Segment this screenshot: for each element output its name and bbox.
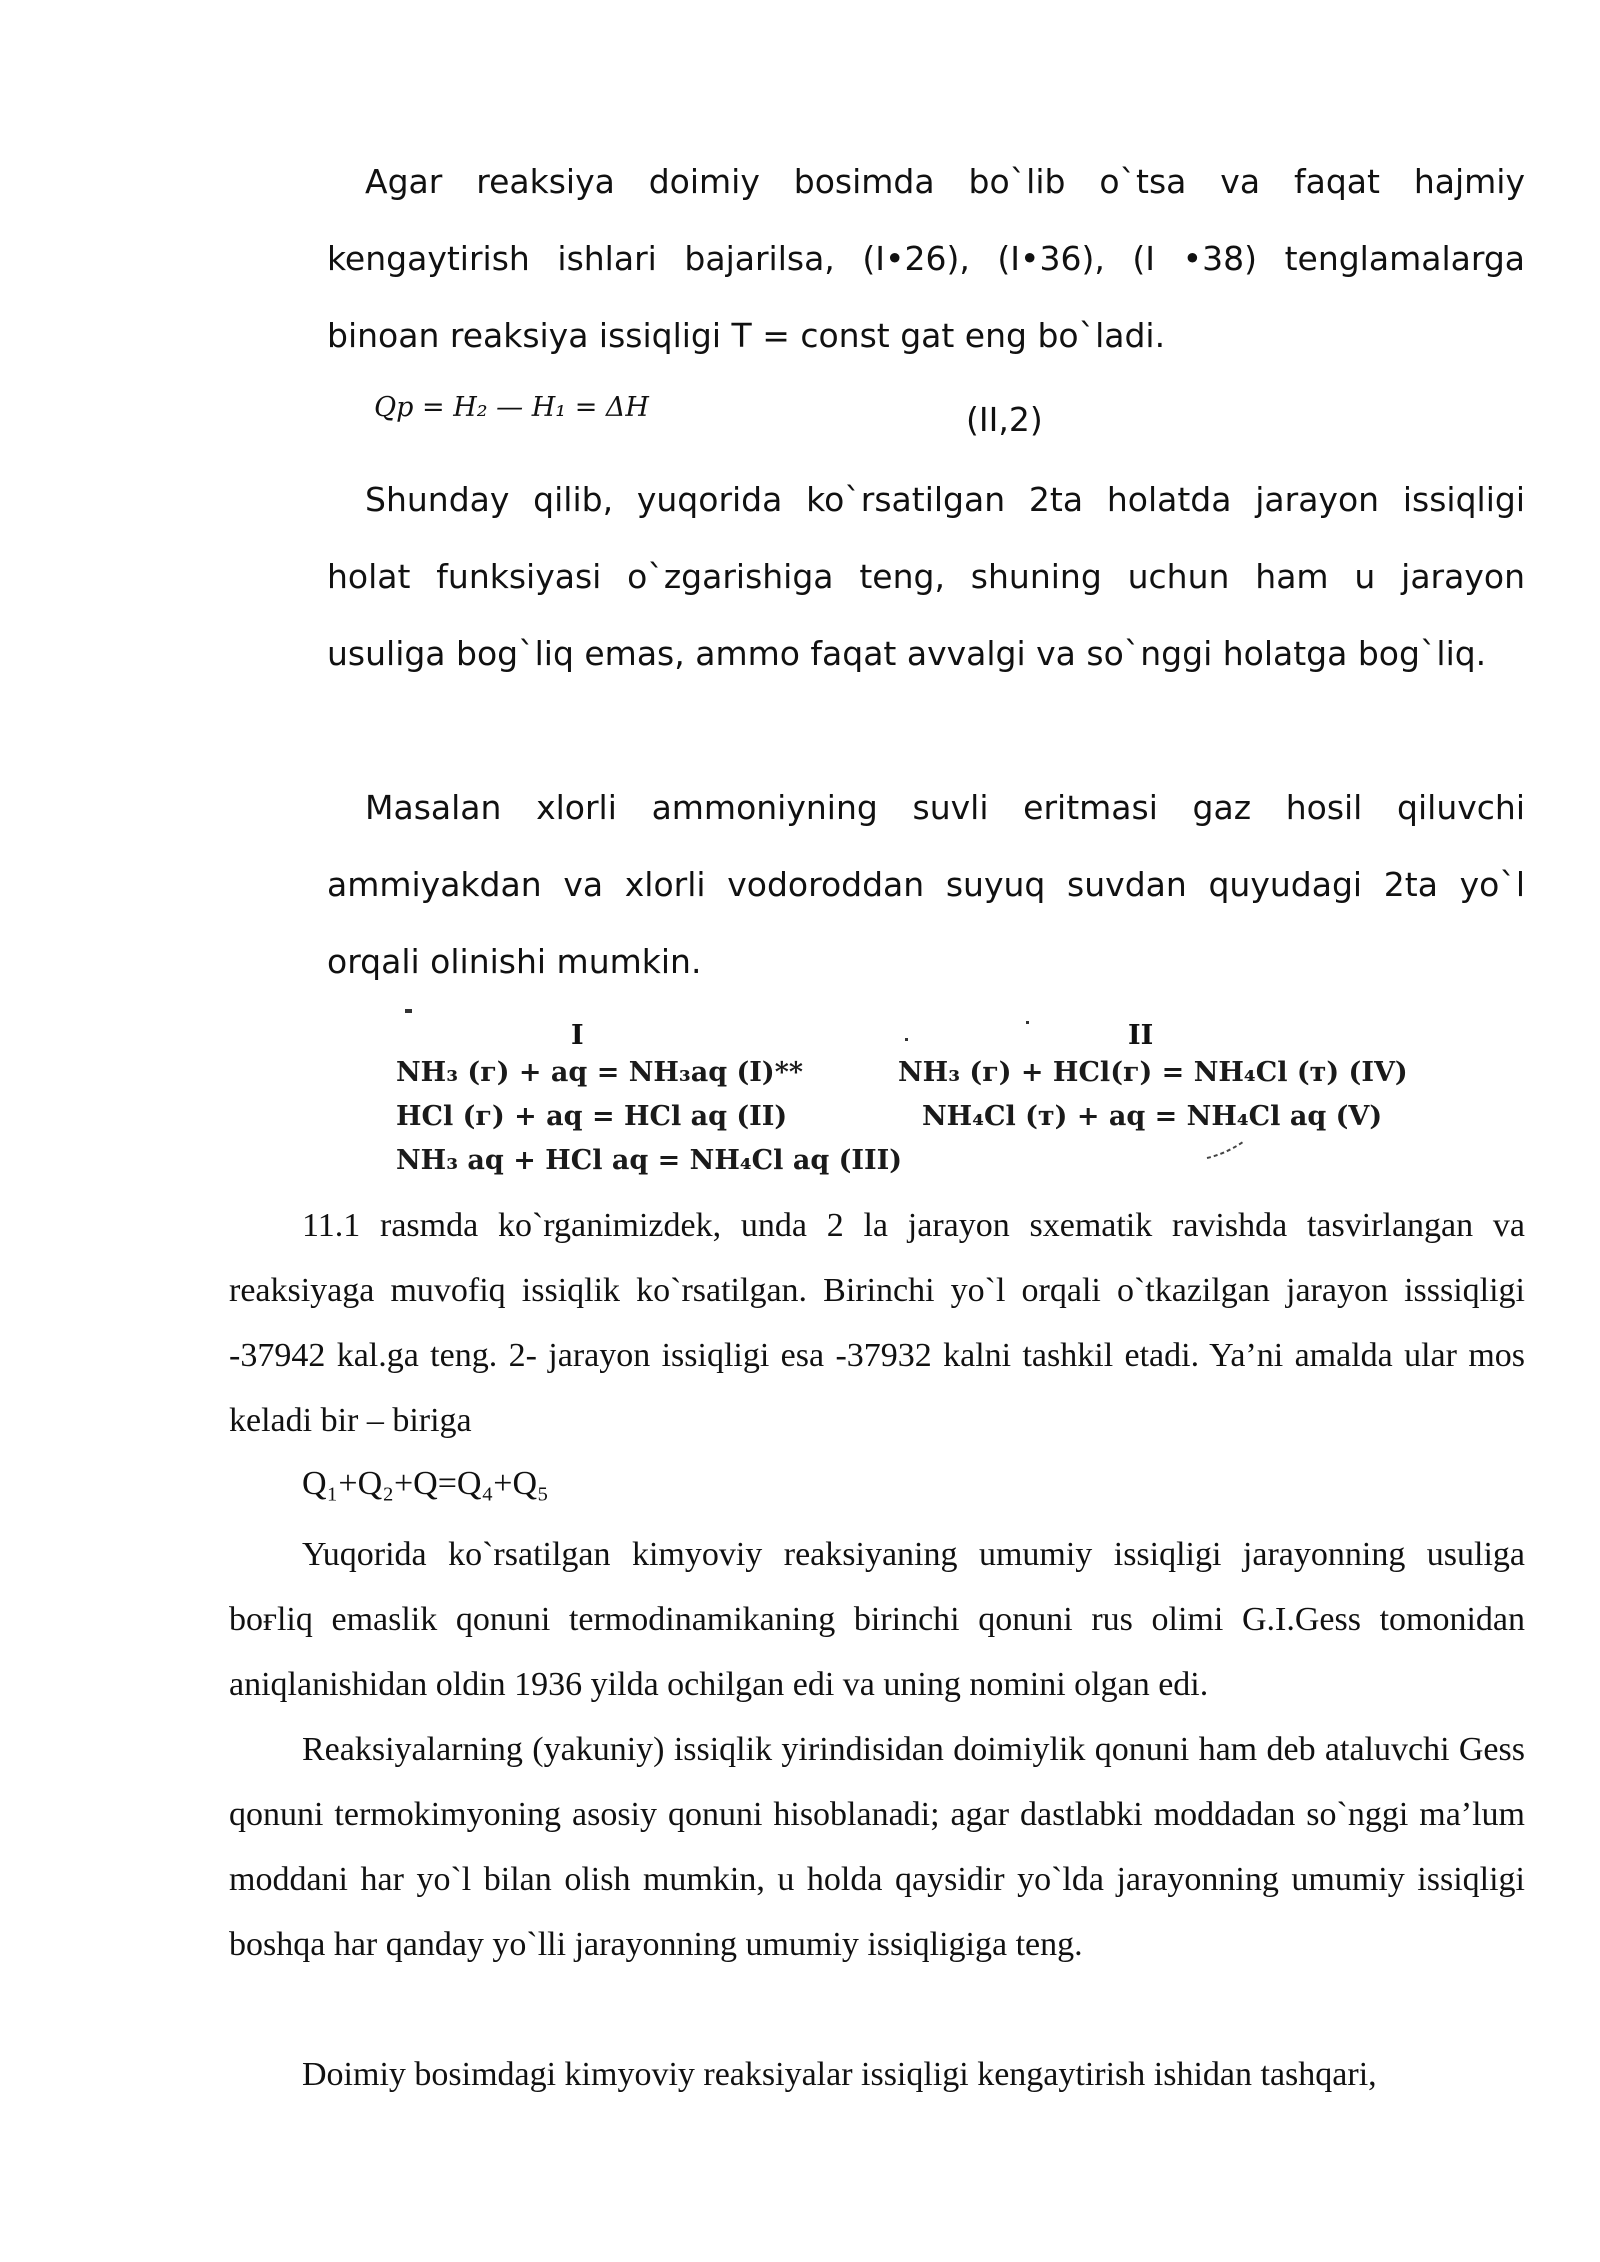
paragraph-constant-pressure: Doimiy bosimdagi kimyoviy reaksiyalar issiqligi kengaytirish ishidan tashqari,	[302, 2056, 1377, 2093]
scan-speck	[1026, 1021, 1029, 1024]
path-label-1: I	[571, 1020, 584, 1051]
scan-speck	[405, 1009, 412, 1013]
paragraph-block-4	[229, 1193, 1525, 1453]
paragraph-block-3	[327, 769, 1525, 1000]
reaction-line: NH₃ (г) + HCl(г) = NH₄Cl (т) (IV)	[898, 1057, 1408, 1088]
reaction-line: HCl (г) + aq = HCl aq (II)	[396, 1101, 788, 1132]
paragraph-block-5	[229, 1522, 1525, 1717]
reaction-line: NH₃ aq + HCl aq = NH₄Cl aq (III)	[396, 1145, 903, 1176]
paragraph-block-7	[229, 2042, 1525, 2107]
paragraph-state-function: Shunday qilib, yuqorida ko`rsatilgan 2ta holatda jarayon issiqligi holat funksiyasi o`zgarishiga teng, shuning uchun ham u jarayon usuliga bog`liq emas, ammo faqat avvalgi va so`nggi holatga bog`liq.	[327, 480, 1525, 673]
paragraph-hess-history: Yuqorida ko`rsatilgan kimyoviy reaksiyaning umumiy issiqligi jarayonning usuliga boғliq emaslik qonuni termodinamikaning birinchi qonuni rus olimi G.I.Gess tomonidan aniqlanishidan oldin 1936 yilda ochilgan edi va uning nomini olgan edi.	[229, 1536, 1525, 1703]
formula-heat-enthalpy: Qp = H₂ — H₁ = ΔH	[374, 392, 649, 423]
path-label-2: II	[1128, 1020, 1154, 1051]
scan-mark	[1205, 1140, 1247, 1162]
paragraph-block-6	[229, 1717, 1525, 1977]
formula-heat-sum: Q₁+Q₂+Q=Q₄+Q₅	[302, 1465, 549, 1502]
reaction-line: NH₄Cl (т) + aq = NH₄Cl aq (V)	[922, 1101, 1383, 1132]
scan-speck	[905, 1038, 908, 1041]
paragraph-block-1	[327, 143, 1525, 374]
paragraph-block-2	[327, 461, 1525, 692]
paragraph-example: Masalan xlorli ammoniyning suvli eritmasi gaz hosil qiluvchi ammiyakdan va xlorli vodoroddan suyuq suvdan quyudagi 2ta yo`l orqali olinishi mumkin.	[327, 788, 1525, 981]
paragraph-hess-law: Reaksiyalarning (yakuniy) issiqlik yirindisidan doimiylik qonuni ham deb ataluvchi Gess qonuni termokimyoning asosiy qonuni hisoblanadi; agar dastlabki moddadan so`nggi ma’lum moddani har yo`l bilan olish mumkin, u holda qaysidir yo`lda jarayonning umumiy issiqligi boshqa har qanday yo`lli jarayonning umumiy issiqligiga teng.	[229, 1731, 1525, 1963]
reaction-line: NH₃ (г) + aq = NH₃aq (I)**	[396, 1057, 803, 1088]
paragraph-reaction-heat: Agar reaksiya doimiy bosimda bo`lib o`tsa va faqat hajmiy kengaytirish ishlari bajarilsa, (I•26), (I•36), (I •38) tenglamalarga binoan reaksiya issiqligi T = const gat eng bo`ladi.	[327, 162, 1525, 355]
formula-number: (II,2)	[966, 400, 1043, 439]
paragraph-figure-description: 11.1 rasmda ko`rganimizdek, unda 2 la jarayon sxematik ravishda tasvirlangan va reaksiyaga muvofiq issiqlik ko`rsatilgan. Birinchi yo`l orqali o`tkazilgan jarayon isssiqligi -37942 kal.ga teng. 2- jarayon issiqligi esa -37932 kalni tashkil etadi. Ya’ni amalda ular mos keladi bir – biriga	[229, 1207, 1525, 1439]
